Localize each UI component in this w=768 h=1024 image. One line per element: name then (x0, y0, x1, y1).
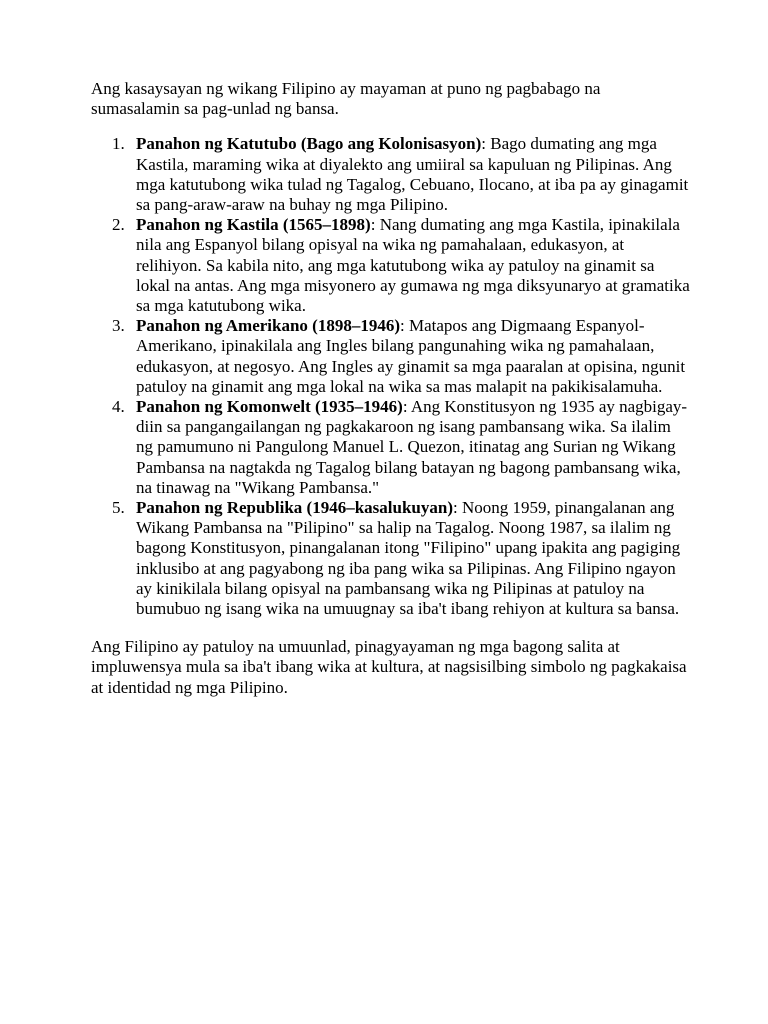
period-title: Panahon ng Katutubo (Bago ang Kolonisasyon) (136, 134, 482, 154)
document-page (91, 79, 691, 698)
period-title: Panahon ng Komonwelt (1935–1946) (136, 397, 403, 417)
list-item-number: 4. (112, 397, 125, 417)
period-title: Panahon ng Republika (1946–kasalukuyan) (136, 498, 453, 518)
list-item-number: 3. (112, 316, 125, 336)
list-item (91, 397, 691, 498)
list-item-number: 2. (112, 215, 125, 235)
period-description: : Noong 1959, pinangalanan ang Wikang Pambansa na "Pilipino" sa halip na Tagalog. Noong 1987, sa ilalim ng bagong Konstitusyon, pinangalanan itong "Filipino" upang ipakita ang pagiging inklusibo at ang pagyabong ng iba pang wika sa Pilipinas. Ang Filipino ngayon ay kinikilala bilang opisyal na pambansang wika ng Pilipinas at patuloy na bumubuo ng isang wika na umuugnay sa iba't ibang rehiyon at kultura sa bansa. (136, 498, 681, 619)
list-item-number: 1. (112, 134, 125, 154)
period-description: : Ang Konstitusyon ng 1935 ay nagbigay-diin sa pangangailangan ng pagkakaroon ng isang pambansang wika. Sa ilalim ng pamumuno ni Pangulong Manuel L. Quezon, itinatag ang Surian ng Wikang Pambansa na nagtakda ng Tagalog bilang batayan ng bagong pambansang wika, na tinawag na "Wikang Pambansa." (136, 397, 688, 497)
intro-paragraph: Ang kasaysayan ng wikang Filipino ay mayaman at puno ng pagbabago na sumasalamin sa pag-unlad ng bansa. (91, 79, 601, 119)
period-title: Panahon ng Amerikano (1898–1946) (136, 316, 400, 336)
list-item (91, 316, 691, 397)
period-description: : Matapos ang Digmaang Espanyol-Amerikano, ipinakilala ang Ingles bilang pangunahing wika ng pamahalaan, edukasyon, at negosyo. Ang Ingles ay ginamit sa mga paaralan at opisina, ngunit patuloy na ginamit ang mga lokal na wika sa mas malapit na pakikisalamuha. (136, 316, 686, 396)
history-period-list (91, 134, 691, 619)
period-title: Panahon ng Kastila (1565–1898) (136, 215, 371, 235)
list-item (91, 134, 691, 215)
list-item-number: 5. (112, 498, 125, 518)
list-item (91, 215, 691, 316)
period-description: : Bago dumating ang mga Kastila, maraming wika at diyalekto ang umiiral sa kapuluan ng Pilipinas. Ang mga katutubong wika tulad ng Tagalog, Cebuano, Ilocano, at iba pa ay ginagamit sa pang-araw-araw na buhay ng mga Pilipino. (136, 134, 689, 215)
conclusion-paragraph: Ang Filipino ay patuloy na umuunlad, pinagyayaman ng mga bagong salita at impluwensya mula sa iba't ibang wika at kultura, at nagsisilbing simbolo ng pagkakaisa at identidad ng mga Pilipino. (91, 637, 687, 697)
list-item (91, 498, 691, 619)
period-description: : Nang dumating ang mga Kastila, ipinakilala nila ang Espanyol bilang opisyal na wika ng pamahalaan, edukasyon, at relihiyon. Sa kabila nito, ang mga katutubong wika ay patuloy na ginamit sa lokal na antas. Ang mga misyonero ay gumawa ng mga diksyunaryo at gramatika sa mga katutubong wika. (136, 215, 690, 316)
